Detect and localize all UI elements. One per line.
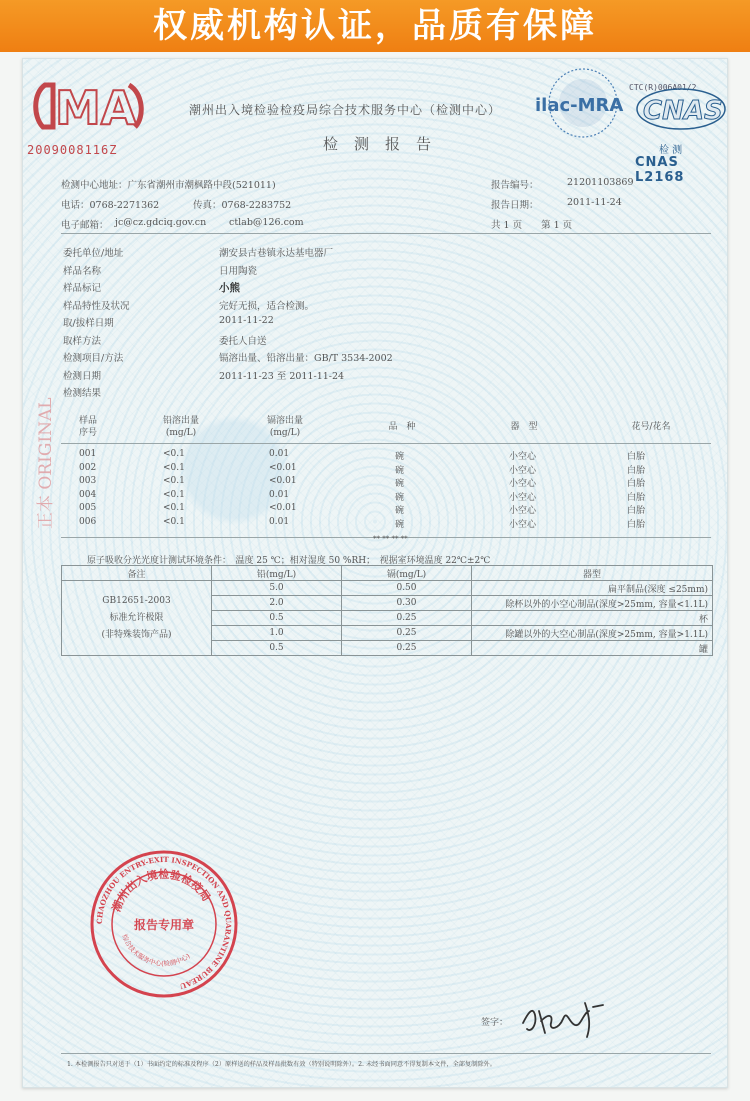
field-value: 2011-11-22 [219,315,274,326]
limits-cell-cd: 0.25 [342,611,472,626]
field-label: 检测项目/方法 [63,353,124,364]
cnas-subtitle: 检 测 [659,145,683,156]
field-value: 潮安县古巷镇永达基电器厂 [219,248,334,259]
field-value: 2011-11-23 至 2011-11-24 [219,370,345,382]
field-label: 委托单位/地址 [63,248,124,259]
result-cell-pattern: 白胎 [627,465,646,476]
email-address-1: jc@cz.gdciq.gov.cn [115,217,207,228]
lab-address: 检测中心地址：广东省潮州市潮枫路中段(521011) [61,180,276,191]
result-cell-lead: <0.1 [163,449,185,459]
limits-note-line: GB12651-2003 [102,595,171,606]
seal-bottom-text: 综合技术服务中心(检测中心) [120,933,192,968]
cnas-top-code: CTC(R)006A01/2 [629,83,697,92]
result-cell-variety: 碗 [395,492,405,503]
test-report-document [22,58,728,1088]
result-cell-variety: 碗 [395,506,405,516]
field-label: 样品名称 [63,265,102,277]
lab-fax: 传真：0768-2283752 [193,200,292,211]
result-cell-cd: 0.01 [269,489,290,500]
seal-inner-text: 潮州出入境检验检疫局 [109,867,213,914]
result-cell-no: 001 [79,449,97,459]
end-of-results-mark: ** ** ** ** [373,535,408,543]
result-cell-shape: 小空心 [509,465,537,476]
result-cell-cd: 0.01 [269,516,290,527]
field-value: 日用陶瓷 [219,265,258,277]
official-seal-icon [89,849,239,999]
limits-cell-pb: 0.5 [212,611,342,626]
col-pattern: 花号/花名 [631,422,671,432]
result-cell-no: 003 [79,476,97,486]
field-label: 样品标记 [63,283,102,294]
limits-cell-cd: 0.25 [342,626,472,641]
seal-center-text: 报告专用章 [133,918,195,932]
field-value: 镉溶出量、铅溶出量：GB/T 3534-2002 [219,353,393,364]
cma-code: 2009008116Z [27,143,118,157]
result-cell-lead: <0.1 [163,503,185,513]
col-lead: 铅溶出量 (mg/L) [162,416,199,438]
report-footnote: 1. 本检测报告只对送于（1）书面约定的标准及程序（2）原样送的样品及样品批数有效（特别说明除外）。2. 未经书面同意不得复制本文件，全部复制除外。 [67,1061,496,1068]
limits-cell-pb: 5.0 [212,581,342,596]
limits-note-cell [62,581,212,656]
col-shape: 器 型 [510,422,538,432]
limits-header-cell: 铅(mg/L) [212,566,342,581]
result-cell-lead: <0.1 [163,516,185,527]
limits-cell-pb: 2.0 [212,596,342,611]
limits-note-line: (非特殊装饰产品) [101,629,172,640]
result-cell-variety: 碗 [395,452,405,462]
results-header-divider [61,443,711,444]
result-cell-no: 002 [79,462,97,473]
limits-cell-pb: 1.0 [212,626,342,641]
result-cell-no: 005 [79,503,97,513]
cnas-logo-text: CNAS [643,96,723,126]
limits-cell-shape: 杯 [472,611,713,626]
svg-text:综合技术服务中心(检测中心) [120,933,192,968]
result-cell-pattern: 白胎 [627,479,646,489]
result-cell-lead: <0.1 [163,462,185,473]
limits-cell-shape: 除罐以外的大空心制品(深度>25mm, 容量>1.1L) [472,626,713,641]
col-cadmium: 镉溶出量 (mg/L) [266,416,303,438]
result-cell-lead: <0.1 [163,476,185,486]
organization-name: 潮州出入境检验检疫局综合技术服务中心（检测中心） [189,103,502,117]
report-number-label: 报告编号： [491,180,539,191]
limits-header-cell: 镉(mg/L) [342,566,472,581]
result-cell-cd: <0.01 [269,476,297,486]
limits-cell-shape: 除杯以外的小空心制品(深度>25mm, 容量<1.1L) [472,596,713,611]
cnas-code: CNAS L2168 [635,155,685,185]
cma-logo-icon [31,75,149,137]
promo-banner: 权威机构认证，品质有保障 [0,0,750,52]
report-number: 21201103869 [567,177,634,188]
test-environment: 原子吸收分光光度计测试环境条件： 温度 25 ℃；相对湿度 50 %RH； 视据室环境温度 22℃±2℃ [87,556,491,566]
document-title: 检测报告 [323,135,448,153]
field-value: 小熊 [219,282,240,294]
result-cell-shape: 小空心 [509,479,537,489]
footer-divider [61,1053,711,1054]
field-label: 检测日期 [63,370,102,382]
field-label: 取样方法 [63,335,102,347]
field-value: 完好无损，适合检测。 [219,300,315,312]
limits-note-line: 标准允许极限 [109,612,164,623]
seal-outer-text: CHAOZHOU ENTRY-EXIT INSPECTION AND QUARANTINE BUREAU [94,854,234,991]
result-cell-no: 006 [79,516,97,527]
handwritten-signature-icon [519,993,609,1039]
page-count: 共 1 页 第 1 页 [491,220,573,231]
result-cell-pattern: 白胎 [627,506,646,516]
result-cell-shape: 小空心 [509,492,537,503]
result-cell-no: 004 [79,489,97,500]
result-cell-variety: 碗 [395,479,405,489]
result-cell-variety: 碗 [395,519,405,530]
limits-cell-cd: 0.30 [342,596,472,611]
result-cell-pattern: 白胎 [627,452,646,462]
cma-logo-text: MA [55,81,137,135]
result-cell-shape: 小空心 [509,519,537,530]
report-date-label: 报告日期： [491,200,539,211]
result-cell-cd: 0.01 [269,449,290,459]
limits-header-cell: 器型 [472,566,713,581]
limits-row [62,581,713,596]
ilac-mra-logo-icon [531,65,627,145]
field-label: 取/拔样日期 [63,318,114,329]
field-value: 委托人自送 [219,335,267,347]
original-watermark-icon [29,303,59,533]
result-cell-shape: 小空心 [509,506,537,516]
standard-limits-table [61,565,713,656]
result-cell-shape: 小空心 [509,452,537,462]
result-cell-variety: 碗 [395,465,405,476]
result-cell-pattern: 白胎 [627,519,646,530]
limits-cell-shape: 罐 [472,641,713,656]
ilac-logo-text: ilac-MRA [535,95,624,116]
email-label: 电子邮箱： [61,220,109,231]
signature-label: 签字： [481,1018,509,1028]
cnas-logo-icon [633,81,729,141]
col-variety: 品 种 [388,422,416,432]
field-label: 样品特性及状况 [63,300,130,312]
limits-header-cell: 备注 [62,566,212,581]
limits-cell-shape: 扁平制品(深度 ≤25mm) [472,581,713,596]
divider-line [61,233,711,234]
report-date: 2011-11-24 [567,197,622,208]
result-cell-pattern: 白胎 [627,492,646,503]
lab-phone: 电话：0768-2271362 [61,200,160,211]
col-sample-no: 样品 序号 [78,416,97,438]
field-label: 检测结果 [63,388,102,399]
result-cell-cd: <0.01 [269,462,297,473]
result-cell-cd: <0.01 [269,503,297,513]
watermark-text: 正本 ORIGINAL [36,397,56,529]
result-cell-lead: <0.1 [163,489,185,500]
limits-cell-cd: 0.25 [342,641,472,656]
email-address-2: ctlab@126.com [229,217,304,228]
limits-cell-pb: 0.5 [212,641,342,656]
limits-header-row [62,566,713,581]
limits-cell-cd: 0.50 [342,581,472,596]
